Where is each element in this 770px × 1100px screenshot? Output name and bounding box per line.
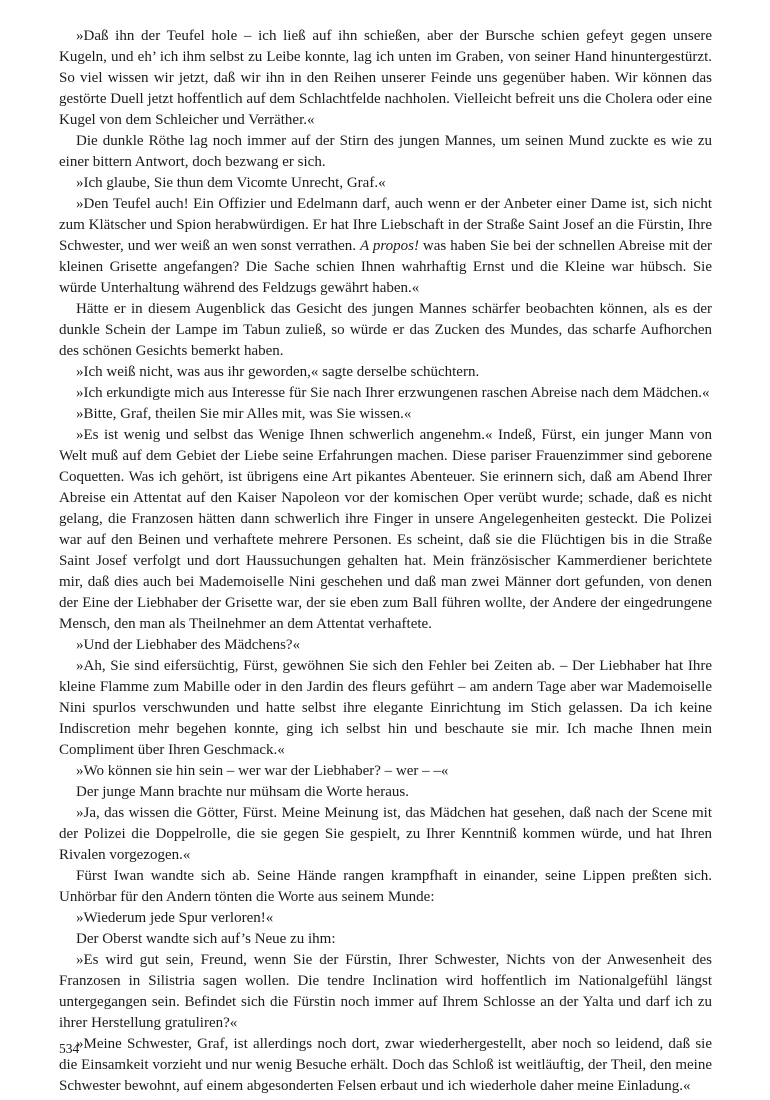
text-run: »Wiederum jede Spur verloren!«: [76, 910, 274, 926]
paragraph: [59, 26, 712, 131]
paragraph: [59, 362, 712, 383]
paragraph: [59, 425, 712, 635]
text-run: »Und der Liebhaber des Mädchens?«: [76, 637, 301, 653]
paragraph: [59, 173, 712, 194]
text-run: Die dunkle Röthe lag noch immer auf der Stirn des jungen Mannes, um seinen Mund zuckte es wie zu einer bittern Antwort, doch bezwang er sich.: [59, 133, 712, 170]
text-run: was haben Sie bei der schnellen Abreise mit der kleinen Grisette angefangen? Die Sache schien Ihnen wahrhaftig Ernst und die Kleine war hübsch. Sie würde Unterhaltung während des Feldzugs gewährt haben.«: [59, 238, 712, 296]
paragraph: [59, 131, 712, 173]
text-run: »Ich glaube, Sie thun dem Vicomte Unrecht, Graf.«: [76, 175, 386, 191]
italic-text-run: A propos!: [359, 238, 419, 254]
text-run: »Daß ihn der Teufel hole – ich ließ auf ihn schießen, aber der Bursche schien gefeyt gegen unsere Kugeln, und eh’ ich ihm selbst zu Leibe konnte, lag ich unten im Graben, von seiner Hand hinuntergestürzt. So viel wissen wir jetzt, daß wir ihn in den Reihen unserer Feinde uns gegenüber haben. Wir können das gestörte Duell jetzt hoffentlich auf dem Schlachtfelde nachholen. Vielleicht befreit uns die Cholera oder eine Kugel von dem Schleicher und Verräther.«: [59, 28, 712, 128]
text-run: Fürst Iwan wandte sich ab. Seine Hände rangen krampfhaft in einander, seine Lippen preßten sich. Unhörbar für den Andern tönten die Worte aus seinem Munde:: [59, 868, 712, 905]
paragraph: [59, 908, 712, 929]
paragraph: [59, 803, 712, 866]
paragraph: [59, 929, 712, 950]
paragraph: [59, 866, 712, 908]
text-run: »Ja, das wissen die Götter, Fürst. Meine Meinung ist, das Mädchen hat gesehen, daß nach der Scene mit der Polizei die Doppelrolle, die sie gegen Sie gespielt, zu Ihrer Kenntniß kommen würde, und hat Ihren Rivalen vorgezogen.«: [59, 805, 712, 863]
paragraph: [59, 194, 712, 299]
paragraph: [59, 761, 712, 782]
text-run: »Meine Schwester, Graf, ist allerdings noch dort, zwar wiederhergestellt, aber noch so leidend, daß sie die Einsamkeit vorzieht und nur wenig Besuche erhält. Doch das Schloß ist weitläuftig, der Theil, den meine Schwester bewohnt, auf einem abgesonderten Felsen erbaut und ich wiederhole daher meine Einladung.«: [59, 1036, 712, 1094]
text-run: »Es ist wenig und selbst das Wenige Ihnen schwerlich angenehm.« Indeß, Fürst, ein junger Mann von Welt muß auf dem Gebiet der Liebe seine Erfahrungen machen. Diese pariser Frauenzimmer sind geborene Coquetten. Was ich gehört, ist übrigens eine Art pikantes Abenteuer. Sie erinnern sich, daß am Abend Ihrer Abreise ein Attentat auf den Kaiser Napoleon vor der komischen Oper verübt wurde; schade, daß es nicht gelang, die Franzosen hätten dann schwerlich ihre Finger in unsere Angelegenheiten gesteckt. Die Polizei war auf den Beinen und verhaftete mehrere Personen. Es scheint, daß sie die Flüchtigen bis in die Straße Saint Josef verfolgt und dort Haussuchungen gehalten hat. Mein fränzösischer Kammerdiener berichtete mir, daß dies auch bei Mademoiselle Nini geschehen und daß man zwei Männer dort gefunden, von denen der Eine der Liebhaber der Grisette war, der sie eben zum Ball führen wollte, der Andere der eingedrungene Mensch, den man als Theilnehmer an dem Attentat verhaftete.: [59, 427, 712, 632]
text-run: Der junge Mann brachte nur mühsam die Worte heraus.: [76, 784, 409, 800]
text-run: »Bitte, Graf, theilen Sie mir Alles mit, was Sie wissen.«: [76, 406, 412, 422]
text-run: »Den Teufel auch! Ein Offizier und Edelmann darf, auch wenn er der Anbeter einer Dame ist, sich nicht zum Klätscher und Spion herabwürdigen. Er hat Ihre Liebschaft in der Straße Saint Josef an die Fürstin, Ihre Schwester, und wer weiß an wen sonst verrathen.: [59, 196, 712, 254]
paragraph: [59, 383, 712, 404]
text-run: »Ich weiß nicht, was aus ihr geworden,« sagte derselbe schüchtern.: [76, 364, 480, 380]
text-run: »Es wird gut sein, Freund, wenn Sie der Fürstin, Ihrer Schwester, Nichts von der Anwesenheit des Franzosen in Silistria sagen wollen. Die tendre Inclination wird hoffentlich im Nationalgefühl längst untergegangen sein. Befindet sich die Fürstin noch immer auf Ihrem Schlosse an der Yalta und darf ich zu ihrer Herstellung gratuliren?«: [59, 952, 712, 1031]
text-run: Hätte er in diesem Augenblick das Gesicht des jungen Mannes schärfer beobachten können, als es der dunkle Schein der Lampe im Tabun zuließ, so würde er das Zucken des Mundes, das scharfe Aufhorchen des schönen Gesichts bemerkt haben.: [59, 301, 712, 359]
paragraph: [59, 635, 712, 656]
text-run: »Wo können sie hin sein – wer war der Liebhaber? – wer – –«: [76, 763, 449, 779]
paragraph: [59, 656, 712, 761]
paragraph: [59, 782, 712, 803]
paragraph: [59, 950, 712, 1034]
page-text: [59, 26, 712, 1097]
page-number: 534: [59, 1041, 80, 1056]
paragraph: [59, 299, 712, 362]
paragraph: [59, 404, 712, 425]
text-run: »Ah, Sie sind eifersüchtig, Fürst, gewöhnen Sie sich den Fehler bei Zeiten ab. – Der Liebhaber hat Ihre kleine Flamme zum Mabille oder in den Jardin des fleurs geführt – am andern Tage aber war Mademoiselle Nini spurlos verschwunden und hatte selbst ihre elegante Einrichtung im Stich gelassen. Da ich keine Indiscretion mehr begehen konnte, ging ich selbst hin und beschaute sie mir. Ich mache Ihnen mein Compliment über Ihren Geschmack.«: [59, 658, 712, 758]
text-run: Der Oberst wandte sich auf’s Neue zu ihm:: [76, 931, 336, 947]
text-run: »Ich erkundigte mich aus Interesse für Sie nach Ihrer erzwungenen raschen Abreise nach dem Mädchen.«: [76, 385, 710, 401]
paragraph: [59, 1034, 712, 1097]
